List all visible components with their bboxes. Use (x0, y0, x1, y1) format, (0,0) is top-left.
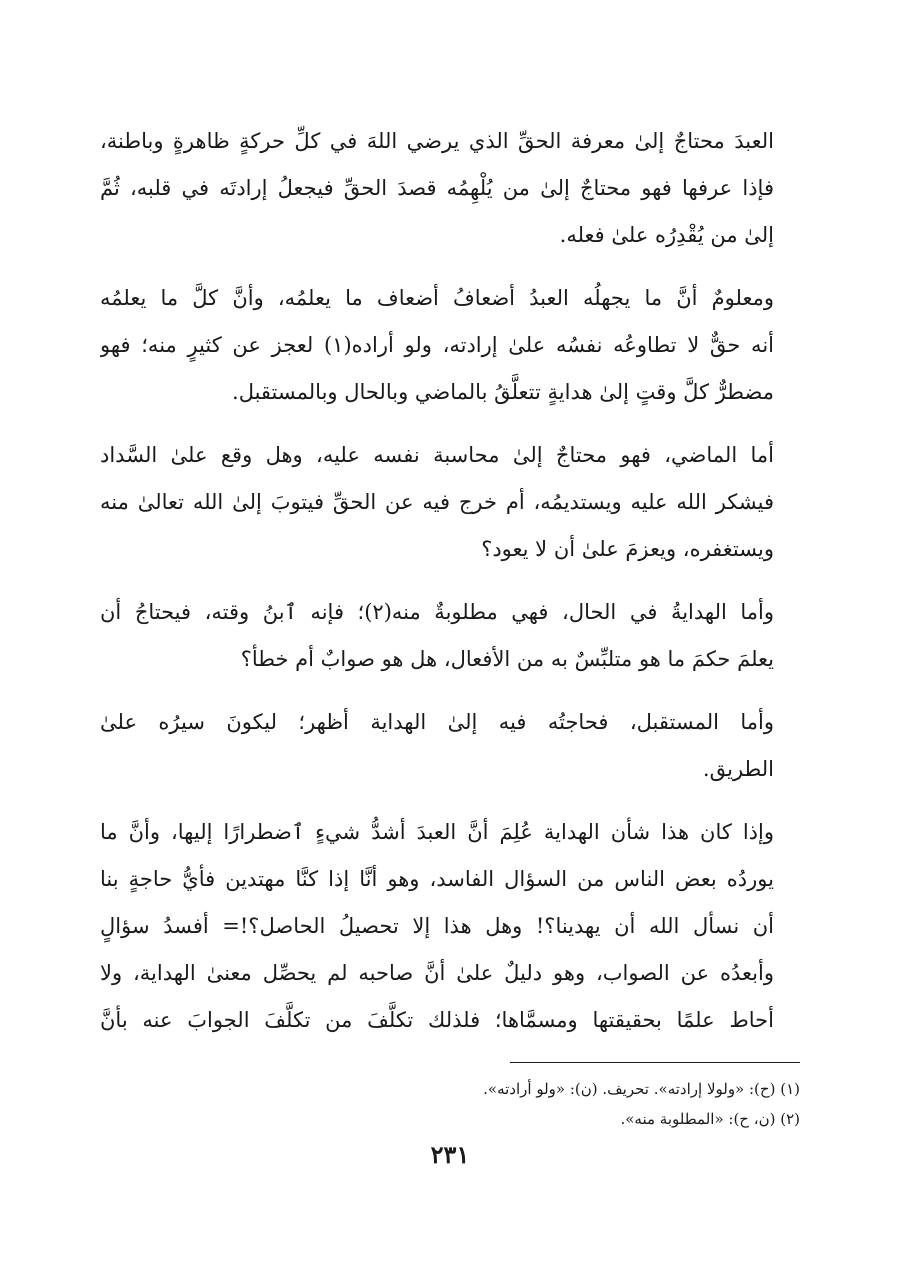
paragraph-3 (100, 432, 800, 573)
text-line: أحاط علمًا بحقيقتها ومسمَّاها؛ فلذلك تكلَّفَ من تكلَّفَ الجوابَ عنه بأنَّ (100, 1008, 774, 1032)
text-line: إلىٰ من يُقْدِرُه علىٰ فعله. (559, 223, 774, 247)
footnotes (100, 1074, 800, 1134)
text-line: وأما الهدايةُ في الحال، فهي مطلوبةٌ منه(٢)؛ فإنه ٱبنُ وقته، فيحتاجُ أن (100, 600, 775, 624)
text-line: ومعلومٌ أنَّ ما يجهلُه العبدُ أضعافُ أضعاف ما يعلمُه، وأنَّ كلَّ ما يعلمُه (100, 286, 774, 310)
text-line: يعلمَ حكمَ ما هو متلبِّسٌ به من الأفعال، هل هو صوابٌ أم خطأ؟ (240, 647, 774, 671)
paragraph-1 (100, 118, 800, 259)
text-line: مضطرٌّ كلَّ وقتٍ إلىٰ هدايةٍ تتعلَّقُ بالماضي وبالحال وبالمستقبل. (232, 380, 774, 404)
text-line: وأما المستقبل، فحاجتُه فيه إلىٰ الهداية أظهر؛ ليكونَ سيرُه علىٰ (100, 710, 774, 734)
text-line: أنه حقٌّ لا تطاوعُه نفسُه علىٰ إرادته، ولو أراده(١) لعجز عن كثيرٍ منه؛ فهو (100, 333, 774, 357)
text-line: فإذا عرفها فهو محتاجٌ إلىٰ من يُلْهِمُه قصدَ الحقِّ فيجعلُ إرادتَه في قلبه، ثُمَّ (100, 176, 774, 200)
paragraph-2 (100, 275, 800, 416)
text-line: العبدَ محتاجٌ إلىٰ معرفة الحقِّ الذي يرضي اللهَ في كلِّ حركةٍ ظاهرةٍ وباطنة، (100, 129, 774, 153)
text-line: ويستغفره، ويعزمَ علىٰ أن لا يعود؟ (481, 537, 774, 561)
footnote-2: (٢) (ن، ح): «المطلوبة منه». (620, 1110, 800, 1128)
text-line: يوردُه بعض الناس من السؤال الفاسد، وهو أنَّا إذا كنَّا مهتدين فأيُّ حاجةٍ بنا (100, 867, 774, 891)
main-text (100, 118, 800, 1060)
paragraph-5 (100, 699, 800, 793)
text-line: وأبعدُه عن الصواب، وهو دليلٌ علىٰ أنَّ صاحبه لم يحصِّل معنىٰ الهداية، ولا (100, 961, 774, 985)
text-line: الطريق. (702, 757, 774, 781)
text-line: أن نسأل الله أن يهدينا؟! وهل هذا إلا تحصيلُ الحاصل؟!= أفسدُ سؤالٍ (100, 914, 774, 938)
footnote-separator (510, 1062, 800, 1063)
paragraph-4 (100, 589, 800, 683)
paragraph-6 (100, 809, 800, 1044)
text-line: وإذا كان هذا شأن الهداية عُلِمَ أنَّ العبدَ أشدُّ شيءٍ ٱضطرارًا إليها، وأنَّ ما (100, 820, 774, 844)
page-number: ٢٣١ (430, 1140, 470, 1169)
text-line: فيشكر الله عليه ويستديمُه، أم خرج فيه عن الحقِّ فيتوبَ إلىٰ الله تعالىٰ منه (100, 490, 774, 514)
footnote-1: (١) (ح): «ولولا إرادته». تحريف. (ن): «ولو أرادته». (483, 1080, 800, 1098)
text-line: أما الماضي، فهو محتاجٌ إلىٰ محاسبة نفسه عليه، وهل وقع علىٰ السَّداد (100, 443, 774, 467)
